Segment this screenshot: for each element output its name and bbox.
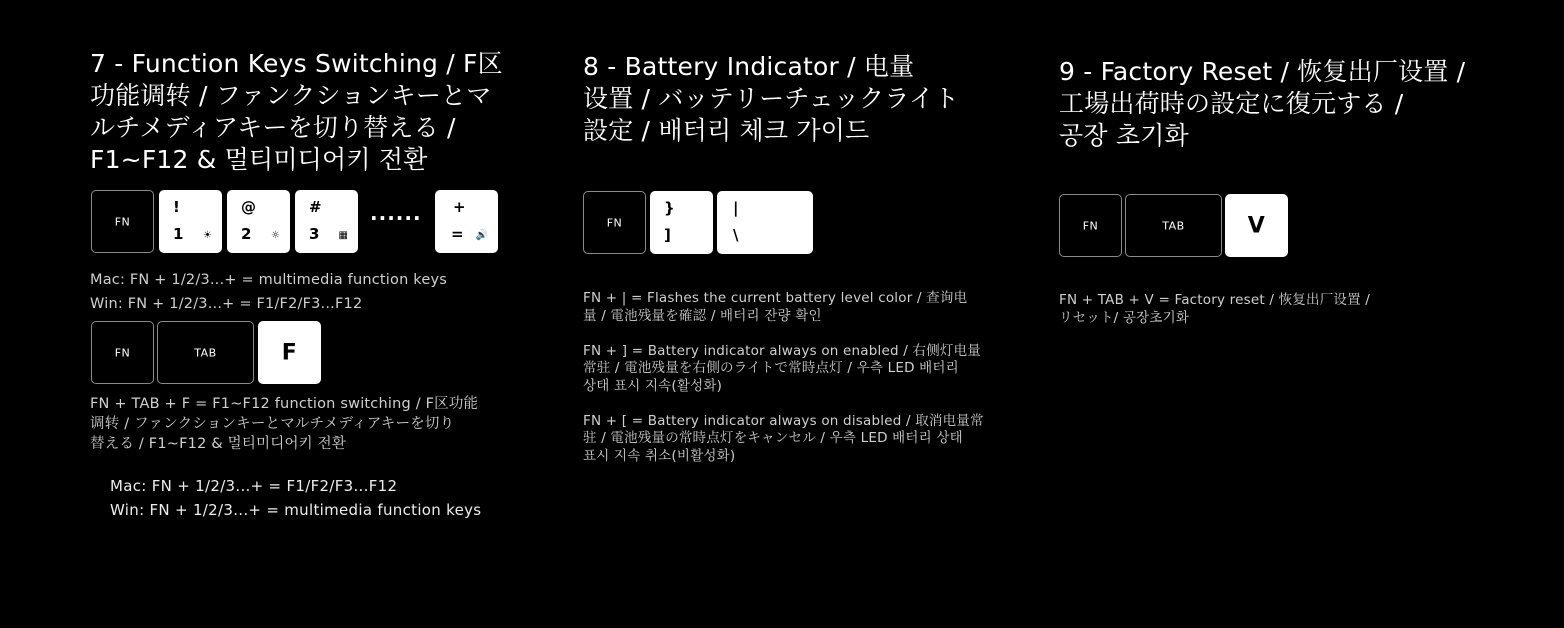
tab-key-label: TAB	[1162, 219, 1185, 232]
key-1-top: !	[173, 198, 180, 216]
fn-key	[91, 190, 154, 253]
key-1	[159, 190, 222, 253]
pipe-key-bottom: \	[733, 226, 739, 244]
brightness-down-icon: ☀	[203, 230, 212, 241]
f-key-label: F	[281, 340, 298, 365]
section-8-title: 8 - Battery Indicator / 电量 设置 / バッテリーチェックライト 設定 / 배터리 체크 가이드	[583, 52, 960, 145]
pipe-key	[717, 191, 813, 254]
fn-key-label: FN	[114, 215, 131, 228]
brightness-up-icon: ☼	[271, 230, 280, 241]
section-7-mac-win-note: Mac: FN + 1/2/3...+ = F1/F2/F3...F12 Win: FN + 1/2/3...+ = multimedia function keys	[110, 477, 482, 519]
tab-key-label: TAB	[194, 346, 217, 359]
fn-key-label: FN	[114, 346, 131, 359]
fn-key-label: FN	[1082, 219, 1099, 232]
volume-up-icon: 🔊	[475, 230, 488, 241]
key-2	[227, 190, 290, 253]
f-key	[258, 321, 321, 384]
ellipsis-dots: ······	[370, 206, 422, 230]
key-plus-top: +	[453, 198, 466, 216]
fn-key	[91, 321, 154, 384]
fn-key-label: FN	[606, 216, 623, 229]
section-7-desc-1: Mac: FN + 1/2/3...+ = multimedia function keys Win: FN + 1/2/3...+ = F1/F2/F3...F12	[90, 272, 448, 312]
key-3-top: #	[309, 198, 322, 216]
section-7-title: 7 - Function Keys Switching / F区 功能调转 / ファンクションキーとマ ルチメディアキーを切り替える / F1~F12 & 멀티미디어키 전환	[90, 49, 503, 174]
section-8-desc: FN + | = Flashes the current battery level color / 查询电 量 / 電池残量を確認 / 배터리 잔량 확인 FN + ] = Battery indicator always on enabled / 右侧灯电量 常驻 / 電池残量を右側のライトで常時点灯 / 우측 LED 배터리 상태 표시 지속(활성화) FN + [ = Battery indicator always on disabled / 取消电量常 驻 / 電池残量の常時点灯をキャンセル / 우측 LED 배터리 상태 표시 지속 취소(비활성화)	[583, 290, 984, 464]
key-2-bottom: 2	[241, 225, 252, 243]
key-plus-bottom: =	[451, 225, 464, 243]
tab-key	[157, 321, 254, 384]
key-1-bottom: 1	[173, 225, 184, 243]
v-key-label: V	[1247, 213, 1266, 238]
tab-key	[1125, 194, 1222, 257]
fn-key	[1059, 194, 1122, 257]
key-2-top: @	[241, 198, 256, 216]
section-7-desc-2: FN + TAB + F = F1~F12 function switching / F区功能 调转 / ファンクションキーとマルチメディアキーを切り 替える / F1~F12 & 멀티미디어키 전환	[90, 396, 479, 452]
key-3	[295, 190, 358, 253]
mission-control-icon: ▦	[338, 230, 348, 241]
pipe-key-top: |	[733, 199, 739, 217]
bracket-key	[650, 191, 713, 254]
v-key	[1225, 194, 1288, 257]
section-9-title: 9 - Factory Reset / 恢复出厂设置 / 工場出荷時の設定に復元する / 공장 초기화	[1059, 57, 1466, 150]
bracket-key-top: }	[664, 199, 675, 217]
section-9-desc: FN + TAB + V = Factory reset / 恢复出厂设置 / リセット/ 공장초기화	[1059, 292, 1371, 326]
bracket-key-bottom: ]	[664, 226, 671, 244]
key-plus	[435, 190, 498, 253]
fn-key	[583, 191, 646, 254]
key-3-bottom: 3	[309, 225, 320, 243]
